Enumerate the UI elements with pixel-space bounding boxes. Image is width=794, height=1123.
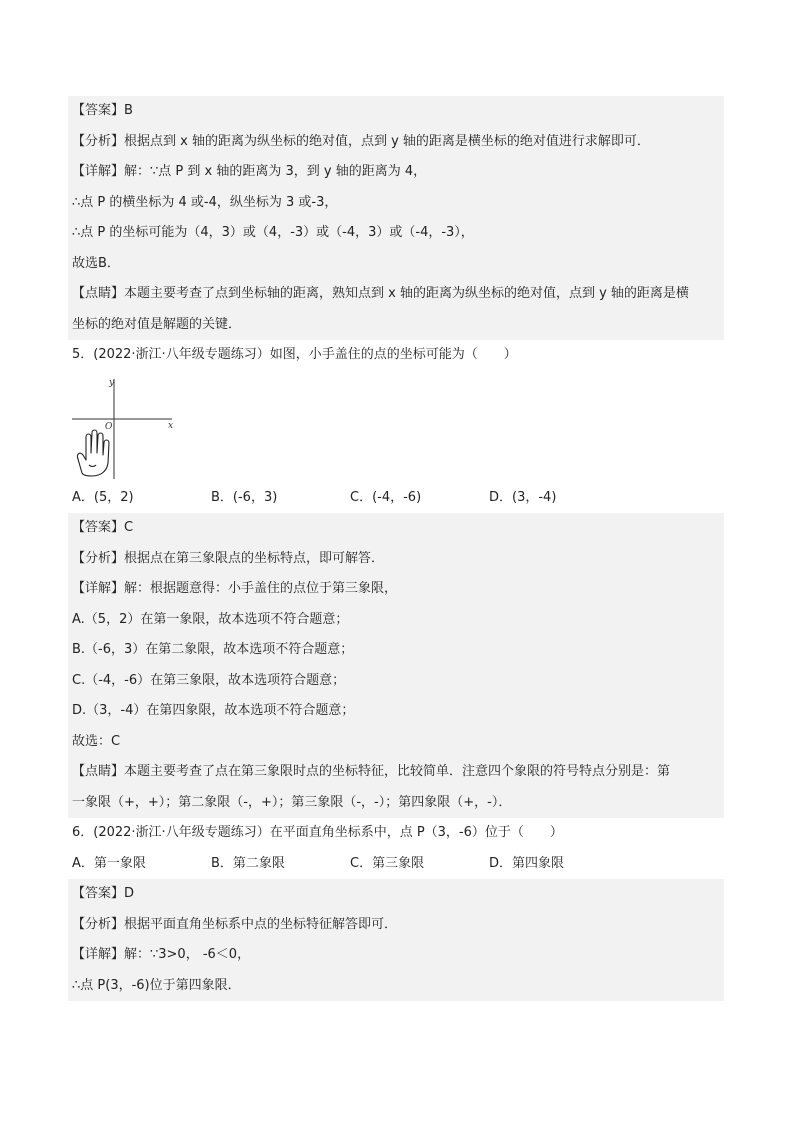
- option-c[interactable]: C．第三象限: [350, 855, 425, 871]
- option-c[interactable]: C．(-4，-6): [350, 489, 422, 505]
- question-5-figure: [68, 371, 724, 483]
- option-d[interactable]: D．(3，-4): [489, 489, 557, 505]
- detail-line: D.（3，-4）在第四象限，故本选项不符合题意；: [72, 703, 355, 718]
- coordinate-figure: [68, 375, 188, 481]
- answer-line: 【答案】D: [72, 886, 135, 901]
- detail-line: B.（-6，3）在第二象限，故本选项不符合题意；: [72, 642, 354, 657]
- answer-line: 【答案】B: [72, 103, 133, 118]
- option-b[interactable]: B．(-6，3): [211, 489, 278, 505]
- solution-block-4: [68, 96, 724, 340]
- analysis-line: 【分析】根据平面直角坐标系中点的坐标特征解答即可．: [72, 916, 398, 932]
- analysis-line: 【分析】根据点到 x 轴的距离为纵坐标的绝对值，点到 y 轴的距离是横坐标的绝对值进行求解即可．: [72, 133, 650, 149]
- analysis-line: 【分析】根据点在第三象限点的坐标特点，即可解答．: [72, 550, 385, 566]
- option-d[interactable]: D．第四象限: [489, 855, 565, 871]
- comment-line: 坐标的绝对值是解题的关键．: [72, 316, 242, 332]
- solution-block-5: [68, 513, 724, 818]
- detail-line: 【详解】解：∵3>0， -6＜0，: [72, 947, 251, 962]
- option-b[interactable]: B．第二象限: [211, 855, 285, 871]
- document-page: [68, 96, 724, 1001]
- x-axis-label: x: [168, 420, 174, 431]
- detail-line: 故选：C: [72, 733, 121, 749]
- question-5-stem: 5．(2022·浙江·八年级专题练习）如图，小手盖住的点的坐标可能为（ ）: [68, 340, 724, 371]
- hand-icon: [77, 430, 109, 476]
- detail-line: C.（-4，-6）在第三象限，故本选项符合题意；: [72, 672, 346, 688]
- solution-block-6: [68, 879, 724, 1001]
- detail-line: 故选B．: [72, 255, 120, 271]
- detail-line: 【详解】解：∵点 P 到 x 轴的距离为 3，到 y 轴的距离为 4，: [72, 164, 427, 179]
- question-6-options: [68, 849, 724, 880]
- answer-line: 【答案】C: [72, 520, 134, 535]
- detail-line: 【详解】解：根据题意得：小手盖住的点位于第三象限，: [72, 581, 398, 596]
- option-a[interactable]: A．(5，2): [72, 489, 134, 505]
- detail-line: ∴点 P(3，-6)位于第四象限．: [72, 977, 241, 993]
- detail-line: ∴点 P 的横坐标为 4 或-4，纵坐标为 3 或-3，: [72, 194, 338, 210]
- origin-label: O: [105, 421, 113, 432]
- detail-line: A.（5，2）在第一象限，故本选项不符合题意；: [72, 611, 349, 627]
- detail-line: ∴点 P 的坐标可能为（4，3）或（4，-3）或（-4，3）或（-4，-3），: [72, 225, 474, 240]
- comment-line: 一象限（+，+）；第二象限（-，+）；第三象限（-，-）；第四象限（+，-）．: [72, 794, 512, 810]
- y-axis-label: y: [109, 377, 115, 388]
- question-6-stem: 6．(2022·浙江·八年级专题练习）在平面直角坐标系中，点 P（3，-6）位于（ ）: [68, 818, 724, 849]
- comment-line: 【点睛】本题主要考查了点到坐标轴的距离，熟知点到 x 轴的距离为纵坐标的绝对值，点到 y 轴的距离是横: [72, 286, 689, 301]
- comment-line: 【点睛】本题主要考查了点在第三象限时点的坐标特征，比较简单．注意四个象限的符号特点分别是：第: [72, 764, 671, 779]
- question-5-options: [68, 483, 724, 514]
- option-a[interactable]: A．第一象限: [72, 855, 146, 871]
